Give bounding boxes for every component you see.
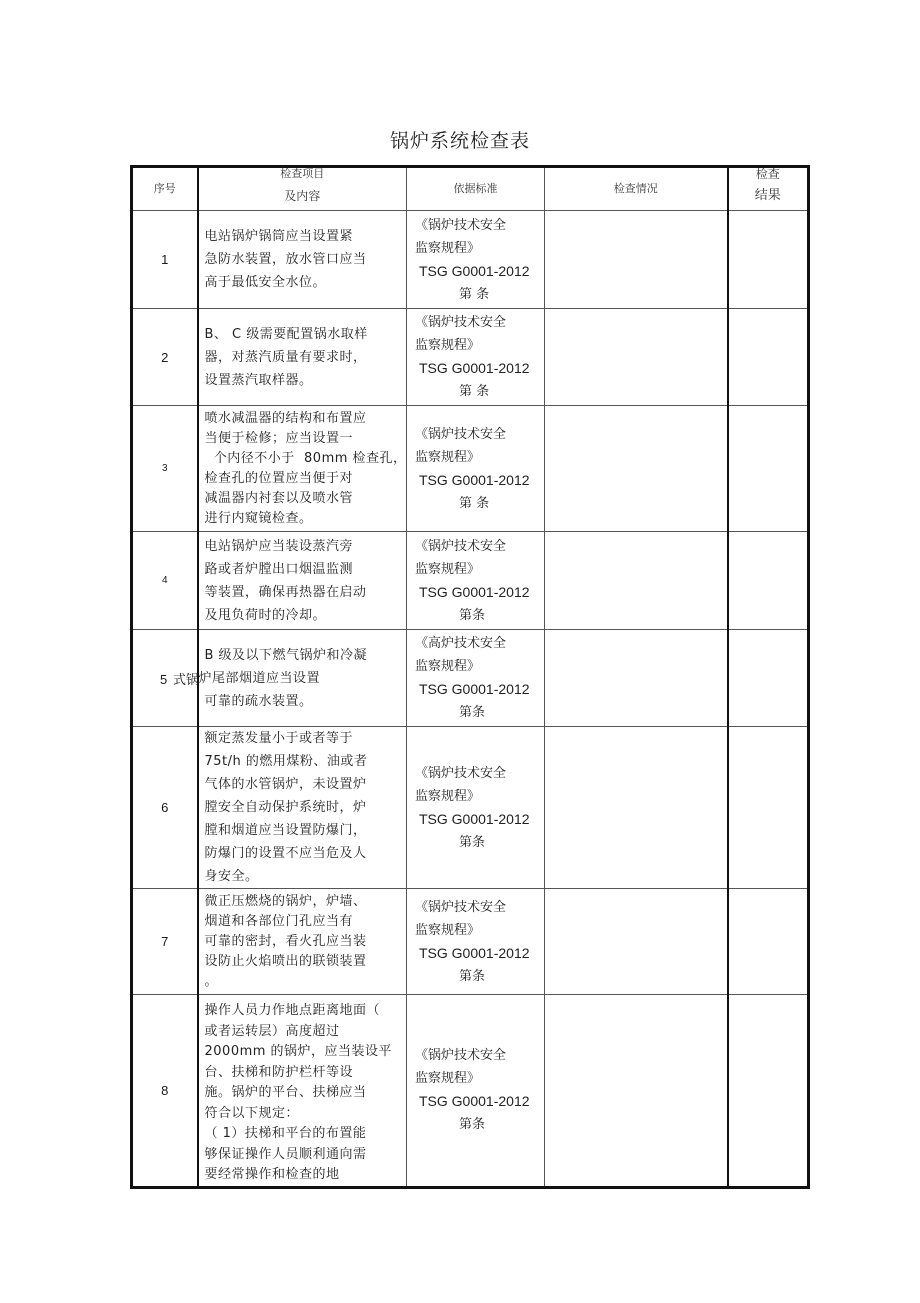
row-result-cell[interactable] [728, 630, 809, 727]
item-line: 电站锅炉应当装设蒸汽旁 [204, 538, 354, 554]
basis-line: 监察规程》 [415, 788, 481, 804]
basis-article: 第条 [459, 968, 486, 984]
row-situation-cell[interactable] [545, 727, 728, 889]
item-line: 气体的水管锅炉，未设置炉 [204, 777, 367, 792]
basis-code: TSG G0001-2012 [419, 1093, 530, 1110]
row-seq [132, 630, 198, 727]
row-seq: 1 [132, 211, 198, 309]
row-item [198, 211, 407, 309]
item-line: 炉尾部烟道应当设置 [198, 670, 321, 686]
header-situation: 检查情况 [545, 167, 728, 211]
row-basis [407, 889, 545, 995]
row-seq: 4 [132, 532, 198, 630]
header-seq: 序号 [132, 167, 198, 211]
row-basis [407, 406, 545, 532]
row-seq: 7 [132, 889, 198, 995]
item-line: 减温器内衬套以及喷水管 [204, 490, 354, 506]
row-seq: 8 [132, 995, 198, 1188]
basis-article: 第 条 [459, 286, 490, 302]
basis-line: 监察规程》 [415, 1071, 481, 1087]
item-line: 进行内窥镜检查。 [204, 510, 313, 526]
basis-line: 《锅炉技术安全 [415, 765, 507, 781]
item-line: 喷水减温器的结构和布置应 [204, 410, 367, 426]
basis-article: 第条 [459, 834, 486, 850]
row-basis [407, 309, 545, 406]
basis-code: TSG G0001-2012 [419, 810, 530, 827]
item-line: 电站锅炉锅筒应当设置紧 [204, 229, 354, 244]
row-item [198, 630, 407, 727]
row-situation-cell[interactable] [545, 309, 728, 406]
row-situation-cell[interactable] [545, 630, 728, 727]
row-item [198, 995, 407, 1188]
item-line: B 级及以下燃气锅炉和冷凝 [204, 647, 368, 663]
item-line: 路或者炉膛出口烟温监测 [204, 561, 354, 577]
item-line: 台、扶梯和防护栏杆等设 [204, 1064, 354, 1080]
row-basis [407, 532, 545, 630]
row-result-cell[interactable] [728, 995, 809, 1188]
item-line: 设置蒸汽取样器。 [204, 372, 313, 388]
item-line: 可靠的疏水装置。 [204, 693, 313, 709]
basis-line: 《锅炉技术安全 [415, 315, 507, 330]
item-line: 2000mm 的锅炉，应当装设平 [204, 1044, 393, 1059]
item-line: B、 C 级需要配置锅水取样 [204, 326, 368, 342]
row-item [198, 309, 407, 406]
basis-line: 《锅炉技术安全 [415, 538, 507, 554]
basis-article: 第条 [459, 705, 486, 720]
basis-article: 第 条 [459, 495, 490, 511]
row-result-cell[interactable] [728, 889, 809, 995]
basis-line: 《高炉技术安全 [415, 636, 507, 651]
item-line: 身安全。 [204, 869, 259, 884]
basis-line: 《锅炉技术安全 [415, 217, 507, 233]
header-result-line2: 结果 [754, 188, 781, 203]
row-item [198, 727, 407, 889]
row-basis [407, 630, 545, 727]
row-item [198, 406, 407, 532]
table-row [132, 309, 809, 406]
item-line: 及甩负荷时的冷却。 [204, 607, 327, 623]
basis-line: 《锅炉技术安全 [415, 1048, 507, 1064]
item-line: 或者运转层）高度超过 [204, 1023, 340, 1039]
header-result-line1: 检查 [755, 167, 780, 181]
basis-code: TSG G0001-2012 [419, 262, 530, 279]
item-line: 。 [204, 973, 219, 989]
header-item [198, 167, 407, 211]
basis-line: 监察规程》 [415, 338, 481, 353]
table-row [132, 532, 809, 630]
item-line: 操作人员力作地点距离地面（ [204, 1003, 381, 1018]
item-line: 个内径不小于 80mm 检查孔， [204, 450, 407, 466]
item-line: 够保证操作人员顺利通向需 [204, 1146, 367, 1162]
row-basis [407, 727, 545, 889]
row-seq: 3 [132, 406, 198, 532]
document-title: 锅炉系统检查表 [389, 130, 530, 152]
item-line: 额定蒸发量小于或者等于 [204, 731, 354, 746]
item-line: 烟道和各部位门孔应当有 [204, 913, 354, 929]
basis-line: 监察规程》 [415, 449, 481, 465]
row-basis [407, 995, 545, 1188]
basis-code: TSG G0001-2012 [419, 471, 530, 488]
row-item [198, 532, 407, 630]
item-line: 可靠的密封，看火孔应当装 [204, 933, 367, 949]
boiler-inspection-table [130, 165, 810, 1189]
table-header-row [132, 167, 809, 211]
row-seq-overflow-text: 式锅 [173, 672, 200, 687]
item-line: 要经常操作和检查的地 [204, 1167, 340, 1182]
item-line: 膛和烟道应当设置防爆门， [204, 823, 367, 838]
header-item-line1: 检查项目 [280, 167, 325, 180]
item-line: 施。锅炉的平台、扶梯应当 [204, 1085, 367, 1100]
table-row [132, 889, 809, 995]
row-item [198, 889, 407, 995]
basis-line: 《锅炉技术安全 [415, 426, 507, 442]
row-seq: 2 [132, 309, 198, 406]
basis-article: 第条 [459, 607, 486, 623]
header-basis: 依据标准 [407, 167, 545, 211]
basis-article: 第条 [459, 1117, 486, 1133]
row-result-cell[interactable] [728, 727, 809, 889]
row-result-cell[interactable] [728, 532, 809, 630]
row-result-cell[interactable] [728, 406, 809, 532]
item-line: 急防水装置，放水管口应当 [204, 252, 367, 267]
item-line: （ 1）扶梯和平台的布置能 [204, 1126, 367, 1141]
item-line: 当便于检修；应当设置一 [204, 430, 354, 446]
header-item-line2: 及内容 [284, 189, 321, 203]
row-basis [407, 211, 545, 309]
table-row [132, 211, 809, 309]
basis-line: 监察规程》 [415, 561, 481, 577]
item-line: 符合以下规定： [204, 1105, 300, 1121]
table-row [132, 727, 809, 889]
basis-code: TSG G0001-2012 [419, 681, 530, 697]
item-line: 膛安全自动保护系统时，炉 [204, 800, 367, 815]
basis-article: 第 条 [459, 384, 490, 399]
item-line: 微正压燃烧的锅炉，炉墙、 [204, 893, 367, 909]
item-line: 设防止火焰喷出的联锁装置 [204, 953, 367, 969]
table-row [132, 995, 809, 1188]
item-line: 检查孔的位置应当便于对 [204, 470, 354, 486]
row-result-cell[interactable] [728, 309, 809, 406]
row-situation-cell[interactable] [545, 995, 728, 1188]
table-row [132, 406, 809, 532]
row-seq: 6 [132, 727, 198, 889]
table-row [132, 630, 809, 727]
basis-line: 监察规程》 [415, 922, 481, 938]
basis-code: TSG G0001-2012 [419, 944, 530, 961]
item-line: 器，对蒸汽质量有要求时， [204, 349, 367, 365]
item-line: 防爆门的设置不应当危及人 [204, 846, 367, 861]
header-result [728, 167, 809, 211]
basis-code: TSG G0001-2012 [419, 360, 530, 376]
item-line: 等装置，确保再热器在启动 [204, 584, 367, 600]
item-line: 高于最低安全水位。 [204, 275, 327, 290]
basis-line: 监察规程》 [415, 240, 481, 256]
row-situation-cell[interactable] [545, 211, 728, 309]
item-line: 75t/h 的燃用煤粉、油或者 [204, 754, 368, 769]
basis-line: 《锅炉技术安全 [415, 899, 507, 915]
row-situation-cell[interactable] [545, 889, 728, 995]
row-situation-cell[interactable] [545, 406, 728, 532]
basis-code: TSG G0001-2012 [419, 583, 530, 600]
basis-line: 监察规程》 [415, 659, 481, 674]
row-result-cell[interactable] [728, 211, 809, 309]
row-situation-cell[interactable] [545, 532, 728, 630]
row-seq-number: 5 [160, 672, 168, 687]
